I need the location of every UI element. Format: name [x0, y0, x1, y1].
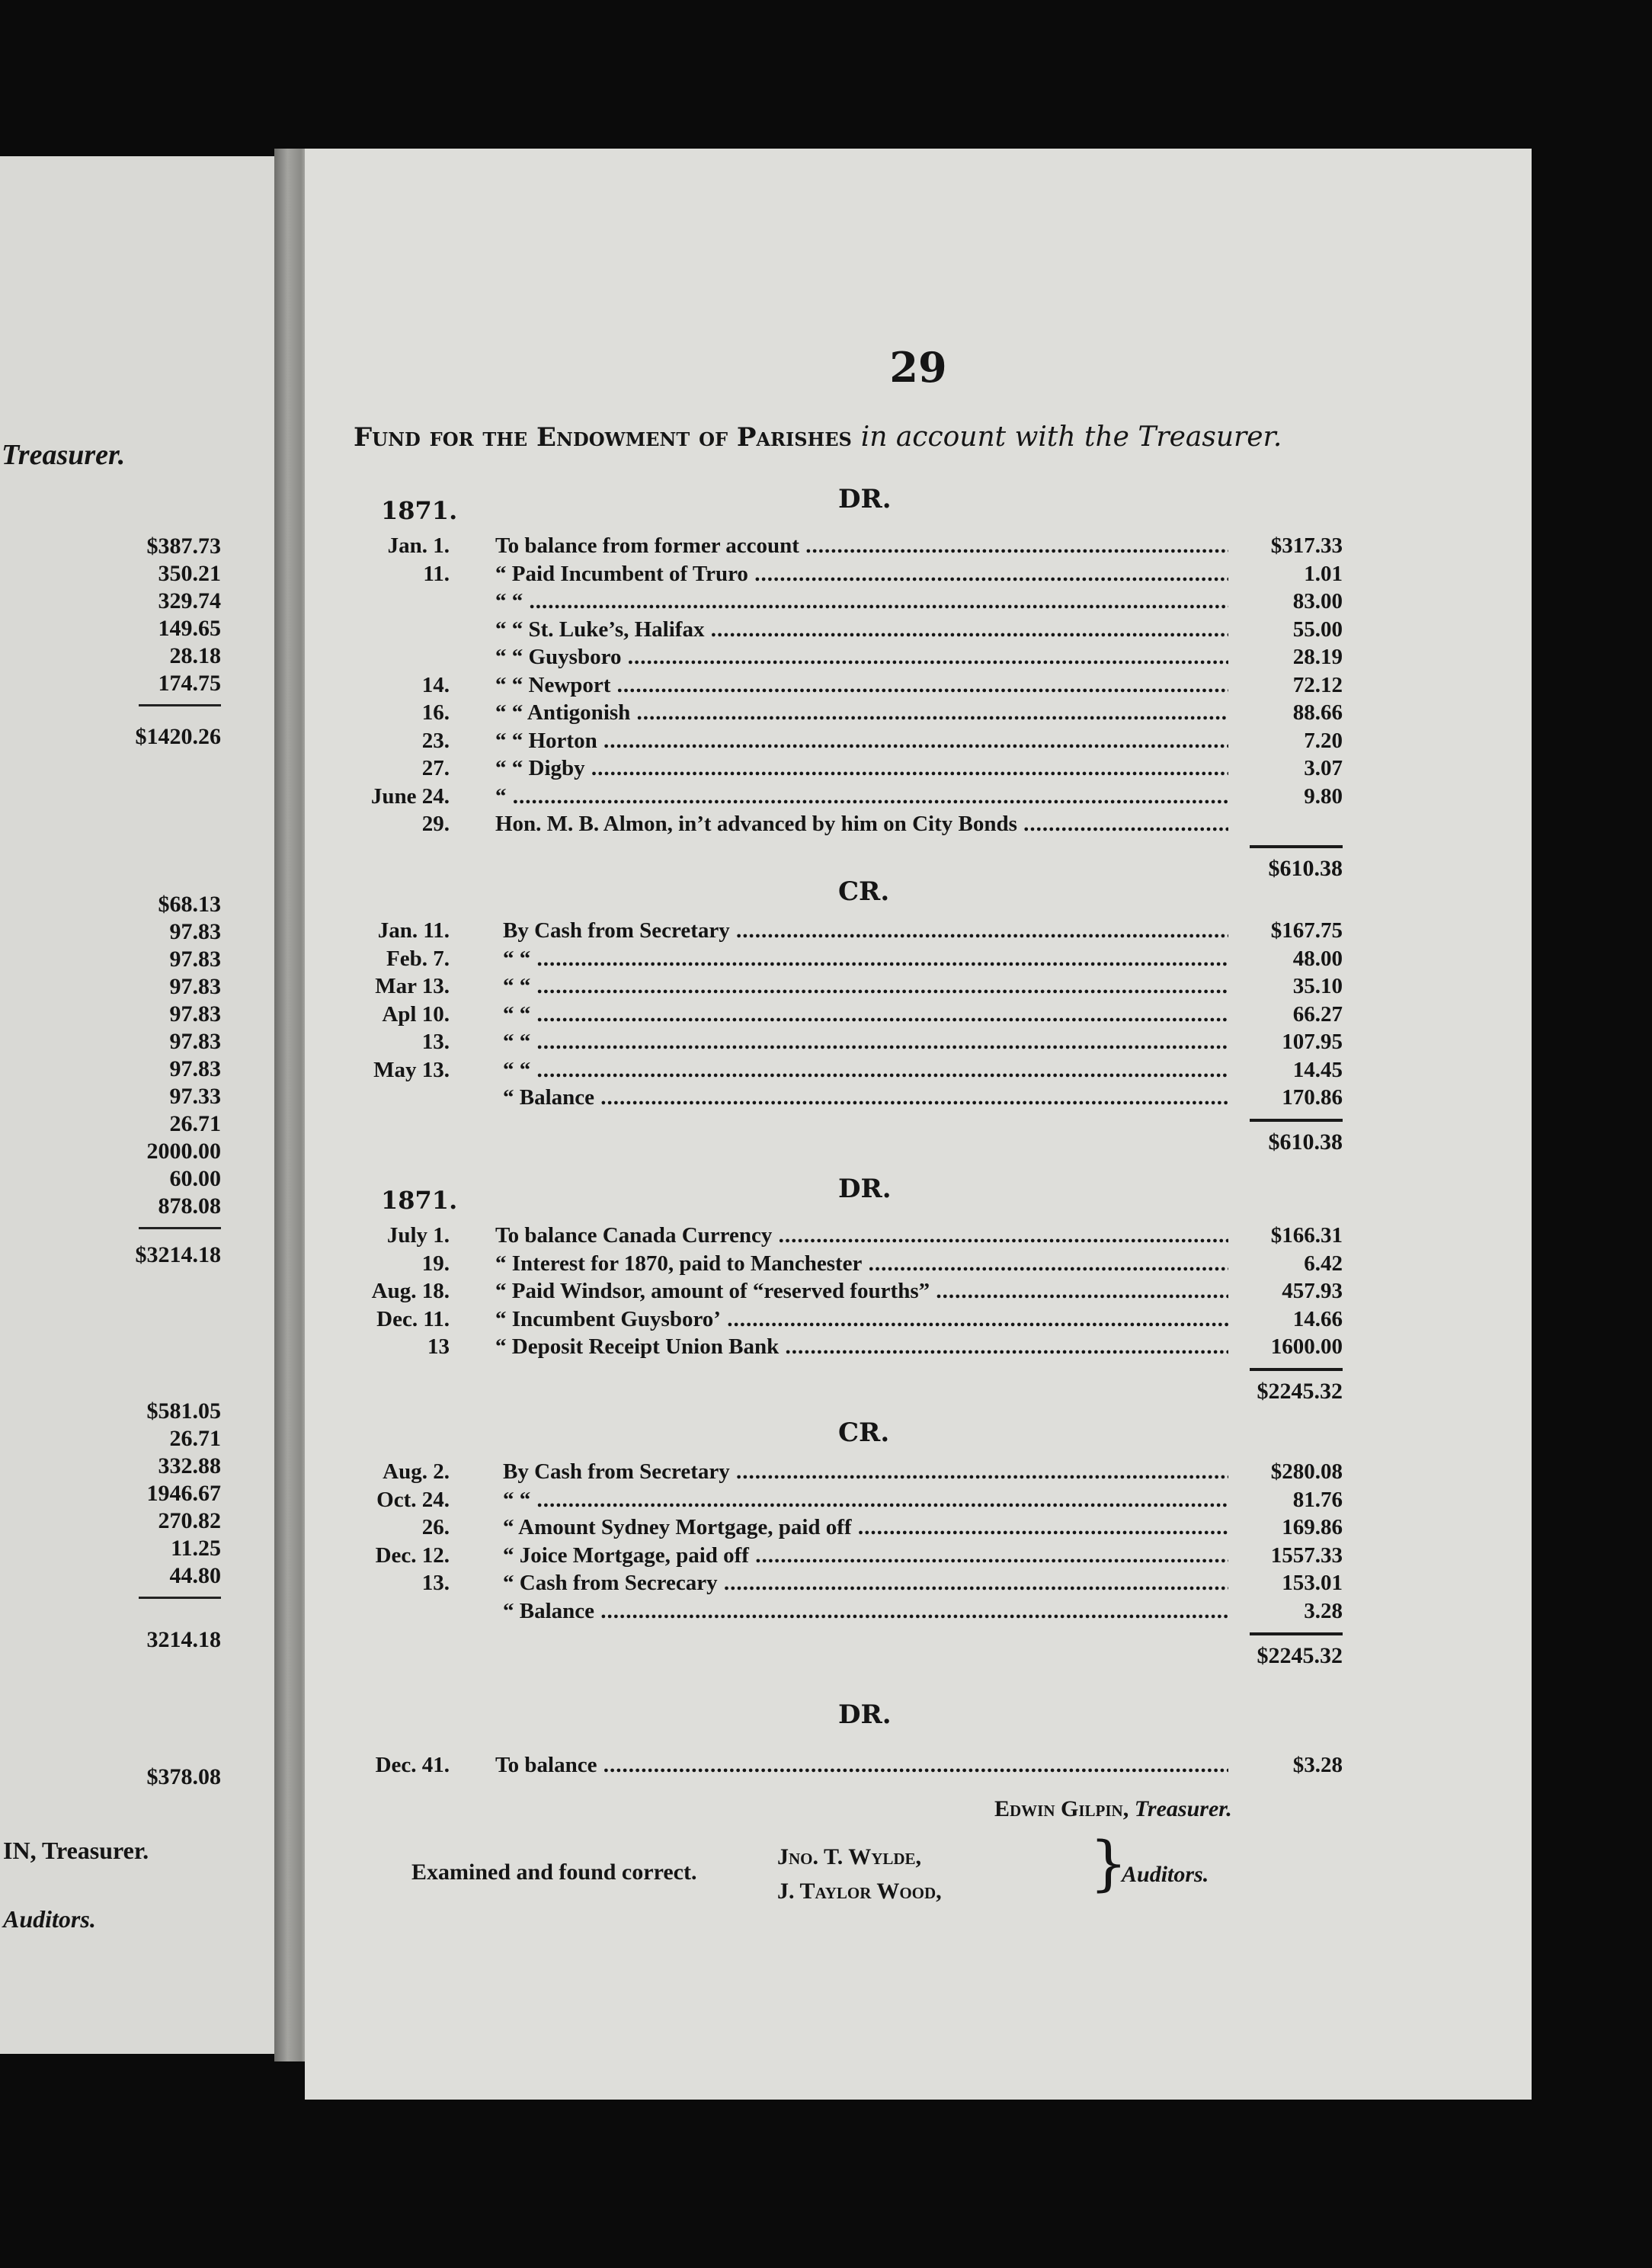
left-page-amount: 44.80 [169, 1563, 221, 1588]
ledger-row [305, 533, 1343, 561]
left-page-heading: Treasurer. [2, 439, 126, 471]
left-page-amount: 97.83 [169, 974, 221, 999]
section-heading: DR. [838, 1174, 892, 1204]
treasurer-title: Treasurer. [1134, 1796, 1232, 1821]
ledger-row [305, 673, 1343, 700]
left-page-amount: 28.18 [169, 643, 221, 668]
entry-date: Aug. 2. [383, 1459, 450, 1484]
entry-description: “ ..... [495, 784, 1228, 809]
entry-date: 11. [423, 561, 450, 586]
auditor-wood: J. Taylor Wood, [777, 1879, 942, 1904]
entry-description: “ “ ..... [495, 589, 1228, 614]
entry-date: 16. [421, 700, 450, 725]
ledger-row [305, 1279, 1343, 1306]
ledger-row [305, 812, 1343, 839]
section-heading: CR. [838, 876, 890, 907]
left-page-amount: $387.73 [146, 533, 221, 559]
ledger-row [305, 1058, 1343, 1085]
entry-date: 14. [421, 672, 450, 697]
left-page-amount: 97.83 [169, 947, 221, 972]
auditor-wylde: Jno. T. Wylde, [777, 1844, 922, 1869]
entry-amount: 14.66 [1292, 1306, 1343, 1331]
ledger-row [305, 700, 1343, 728]
entry-description: “ Interest for 1870, paid to Manchester ..... [495, 1251, 1228, 1277]
left-page-amount: 149.65 [158, 616, 221, 641]
ledger-row [305, 1459, 1343, 1487]
entry-amount: 107.95 [1282, 1030, 1343, 1054]
left-page-amount: 270.82 [158, 1508, 221, 1533]
entry-description: “ “ St. Luke’s, Halifax ..... [495, 617, 1228, 642]
total-rule [1250, 1632, 1343, 1635]
entry-description: To balance ..... [495, 1753, 1228, 1778]
entry-description: “ Balance ..... [503, 1599, 1228, 1624]
entry-amount: $167.75 [1270, 918, 1343, 943]
left-page-treasurer: IN, Treasurer. [3, 1837, 149, 1864]
entry-amount: 1.01 [1304, 561, 1343, 586]
title-fund-name: Fund for the Endowment of Parishes [354, 422, 852, 453]
entry-description: “ “ ..... [503, 1030, 1228, 1055]
entry-description: Hon. M. B. Almon, in’t advanced by him on City Bonds ..... [495, 812, 1228, 837]
ledger-row [305, 645, 1343, 672]
entry-date: May 13. [373, 1057, 450, 1082]
entry-date: Mar 13. [375, 974, 450, 998]
ledger-row [305, 1085, 1343, 1113]
entry-date: 13. [421, 1030, 450, 1054]
section-year: 1871. [381, 1186, 458, 1215]
entry-date: Jan. 1. [387, 533, 450, 558]
entry-date: Apl 10. [382, 1001, 450, 1027]
total-rule [1250, 1119, 1343, 1122]
entry-amount: 81.76 [1292, 1487, 1343, 1512]
ledger-row [305, 1334, 1343, 1362]
entry-description: “ “ ..... [503, 974, 1228, 999]
page-number: 29 [889, 343, 947, 392]
entry-description: “ “ ..... [503, 1488, 1228, 1513]
left-page-amount: 11.25 [171, 1536, 221, 1561]
left-page-amount: 2000.00 [146, 1139, 221, 1164]
entry-amount: 48.00 [1292, 946, 1343, 971]
treasurer-name: Edwin Gilpin, [994, 1796, 1129, 1821]
auditors-title: Auditors. [1122, 1862, 1209, 1887]
section-total: $610.38 [1268, 1129, 1343, 1155]
entry-amount: 83.00 [1292, 589, 1343, 613]
entry-amount: 6.42 [1304, 1251, 1343, 1276]
entry-description: “ “ ..... [503, 1002, 1228, 1027]
section-total: $2245.32 [1257, 1642, 1343, 1668]
entry-date: Aug. 18. [371, 1279, 450, 1303]
ledger-row [305, 1002, 1343, 1030]
entry-description: “ “ Digby ..... [495, 756, 1228, 781]
entry-date: 29. [421, 812, 450, 836]
left-page-rule [139, 1227, 221, 1229]
entry-amount: 7.20 [1304, 728, 1343, 753]
left-page-amount: 97.83 [169, 1001, 221, 1027]
entry-description: “ “ Horton ..... [495, 729, 1228, 754]
total-rule [1250, 845, 1343, 848]
entry-date: 13. [421, 1571, 450, 1595]
left-page-amount: 350.21 [158, 561, 221, 586]
section-heading: CR. [838, 1418, 890, 1448]
ledger-row [305, 1599, 1343, 1626]
entry-date: 27. [421, 756, 450, 780]
section-year: 1871. [381, 496, 458, 525]
entry-description: “ “ ..... [503, 1058, 1228, 1083]
page-title [354, 421, 1282, 453]
treasurer-signature [994, 1796, 1232, 1822]
left-page-amount: $378.08 [146, 1764, 221, 1789]
entry-amount: 9.80 [1304, 783, 1343, 809]
entry-amount: 3.07 [1304, 756, 1343, 780]
entry-description: “ Paid Windsor, amount of “reserved fourths” ..... [495, 1279, 1228, 1304]
entry-description: “ Deposit Receipt Union Bank ..... [495, 1334, 1228, 1360]
left-page-auditors: Auditors. [3, 1905, 96, 1933]
entry-amount: 35.10 [1292, 974, 1343, 998]
section-total: $610.38 [1268, 856, 1343, 881]
entry-description: By Cash from Secretary ..... [503, 918, 1228, 943]
left-page-rule [139, 1597, 221, 1599]
left-page-amount: 878.08 [158, 1193, 221, 1219]
ledger-row [305, 589, 1343, 617]
ledger-row [305, 617, 1343, 645]
previous-page-fragment [0, 156, 274, 2054]
entry-description: “ Cash from Secrecary ..... [503, 1571, 1228, 1596]
left-page-amount: 26.71 [169, 1111, 221, 1136]
entry-description: By Cash from Secretary ..... [503, 1459, 1228, 1485]
entry-amount: 1557.33 [1270, 1542, 1343, 1568]
entry-date: 13 [427, 1334, 450, 1359]
entry-amount: $3.28 [1292, 1753, 1343, 1777]
ledger-row [305, 1030, 1343, 1057]
left-page-amount: 60.00 [169, 1166, 221, 1191]
entry-amount: 14.45 [1292, 1057, 1343, 1082]
total-rule [1250, 1368, 1343, 1371]
entry-description: “ Balance ..... [503, 1085, 1228, 1110]
ledger-row [305, 1515, 1343, 1542]
entry-amount: $280.08 [1270, 1459, 1343, 1484]
left-page-total: $1420.26 [135, 724, 221, 749]
ledger-row [305, 1251, 1343, 1279]
entry-description: “ Amount Sydney Mortgage, paid off ..... [503, 1515, 1228, 1540]
entry-amount: 55.00 [1292, 617, 1343, 642]
left-page-amount: 97.83 [169, 1029, 221, 1054]
ledger-row [305, 784, 1343, 812]
ledger-row [305, 1223, 1343, 1251]
entry-amount: 3.28 [1304, 1598, 1343, 1623]
left-page-amount: 332.88 [158, 1453, 221, 1478]
ledger-row [305, 947, 1343, 974]
entry-description: “ “ ..... [503, 947, 1228, 972]
ledger-row [305, 756, 1343, 783]
entry-date: Dec. 11. [376, 1306, 450, 1331]
entry-date: Jan. 11. [377, 918, 450, 943]
entry-date: 26. [421, 1515, 450, 1539]
ledger-row [305, 562, 1343, 589]
left-page-amount: 97.83 [169, 1056, 221, 1081]
entry-date: 19. [421, 1251, 450, 1276]
entry-date: Dec. 12. [375, 1542, 450, 1568]
entry-description: To balance from former account ..... [495, 533, 1228, 559]
ledger-row [305, 1571, 1343, 1598]
entry-amount: 457.93 [1282, 1279, 1343, 1303]
ledger-row [305, 974, 1343, 1001]
ledger-row [305, 1753, 1343, 1780]
left-page-total: $3214.18 [135, 1242, 221, 1267]
left-page-amount: 1946.67 [146, 1481, 221, 1506]
entry-description: “ “ Guysboro ..... [495, 645, 1228, 670]
entry-amount: 153.01 [1282, 1571, 1343, 1595]
left-page-amount: 97.83 [169, 919, 221, 944]
entry-amount: 72.12 [1292, 672, 1343, 697]
entry-amount: 28.19 [1292, 645, 1343, 669]
entry-date: Feb. 7. [386, 946, 450, 971]
entry-date: June 24. [370, 783, 450, 809]
entry-description: “ “ Newport ..... [495, 673, 1228, 698]
auditors-brace: } [1090, 1830, 1128, 1898]
entry-amount: 1600.00 [1270, 1334, 1343, 1359]
entry-description: “ Paid Incumbent of Truro ..... [495, 562, 1228, 587]
entry-date: Oct. 24. [376, 1487, 450, 1512]
section-heading: DR. [838, 1699, 892, 1730]
entry-date: Dec. 41. [375, 1753, 450, 1777]
entry-amount: 66.27 [1292, 1001, 1343, 1027]
left-page-amount: 26.71 [169, 1426, 221, 1451]
section-total: $2245.32 [1257, 1379, 1343, 1404]
left-page-rule [139, 704, 221, 706]
entry-description: “ Joice Mortgage, paid off ..... [503, 1543, 1228, 1568]
ledger-row [305, 1543, 1343, 1571]
section-heading: DR. [838, 484, 892, 514]
left-page-total: 3214.18 [146, 1627, 221, 1652]
title-account: in account with the Treasurer. [860, 421, 1282, 453]
entry-date: 23. [421, 728, 450, 753]
page-29 [305, 149, 1532, 2100]
entry-amount: 170.86 [1282, 1085, 1343, 1110]
entry-amount: $166.31 [1270, 1223, 1343, 1248]
ledger-row [305, 1488, 1343, 1515]
ledger-row [305, 729, 1343, 756]
entry-amount: 88.66 [1292, 700, 1343, 725]
left-page-amount: 97.33 [169, 1084, 221, 1109]
left-page-amount: 329.74 [158, 588, 221, 613]
examined-note: Examined and found correct. [411, 1860, 697, 1885]
entry-amount: 169.86 [1282, 1515, 1343, 1539]
entry-description: “ Incumbent Guysboro’ ..... [495, 1307, 1228, 1332]
entry-date: July 1. [386, 1223, 450, 1248]
ledger-row [305, 918, 1343, 946]
entry-description: To balance Canada Currency ..... [495, 1223, 1228, 1248]
entry-description: “ “ Antigonish ..... [495, 700, 1228, 726]
left-page-amount: $68.13 [158, 892, 221, 917]
left-page-amount: $581.05 [146, 1398, 221, 1424]
ledger-row [305, 1307, 1343, 1334]
left-page-amount: 174.75 [158, 671, 221, 696]
entry-amount: $317.33 [1270, 533, 1343, 558]
